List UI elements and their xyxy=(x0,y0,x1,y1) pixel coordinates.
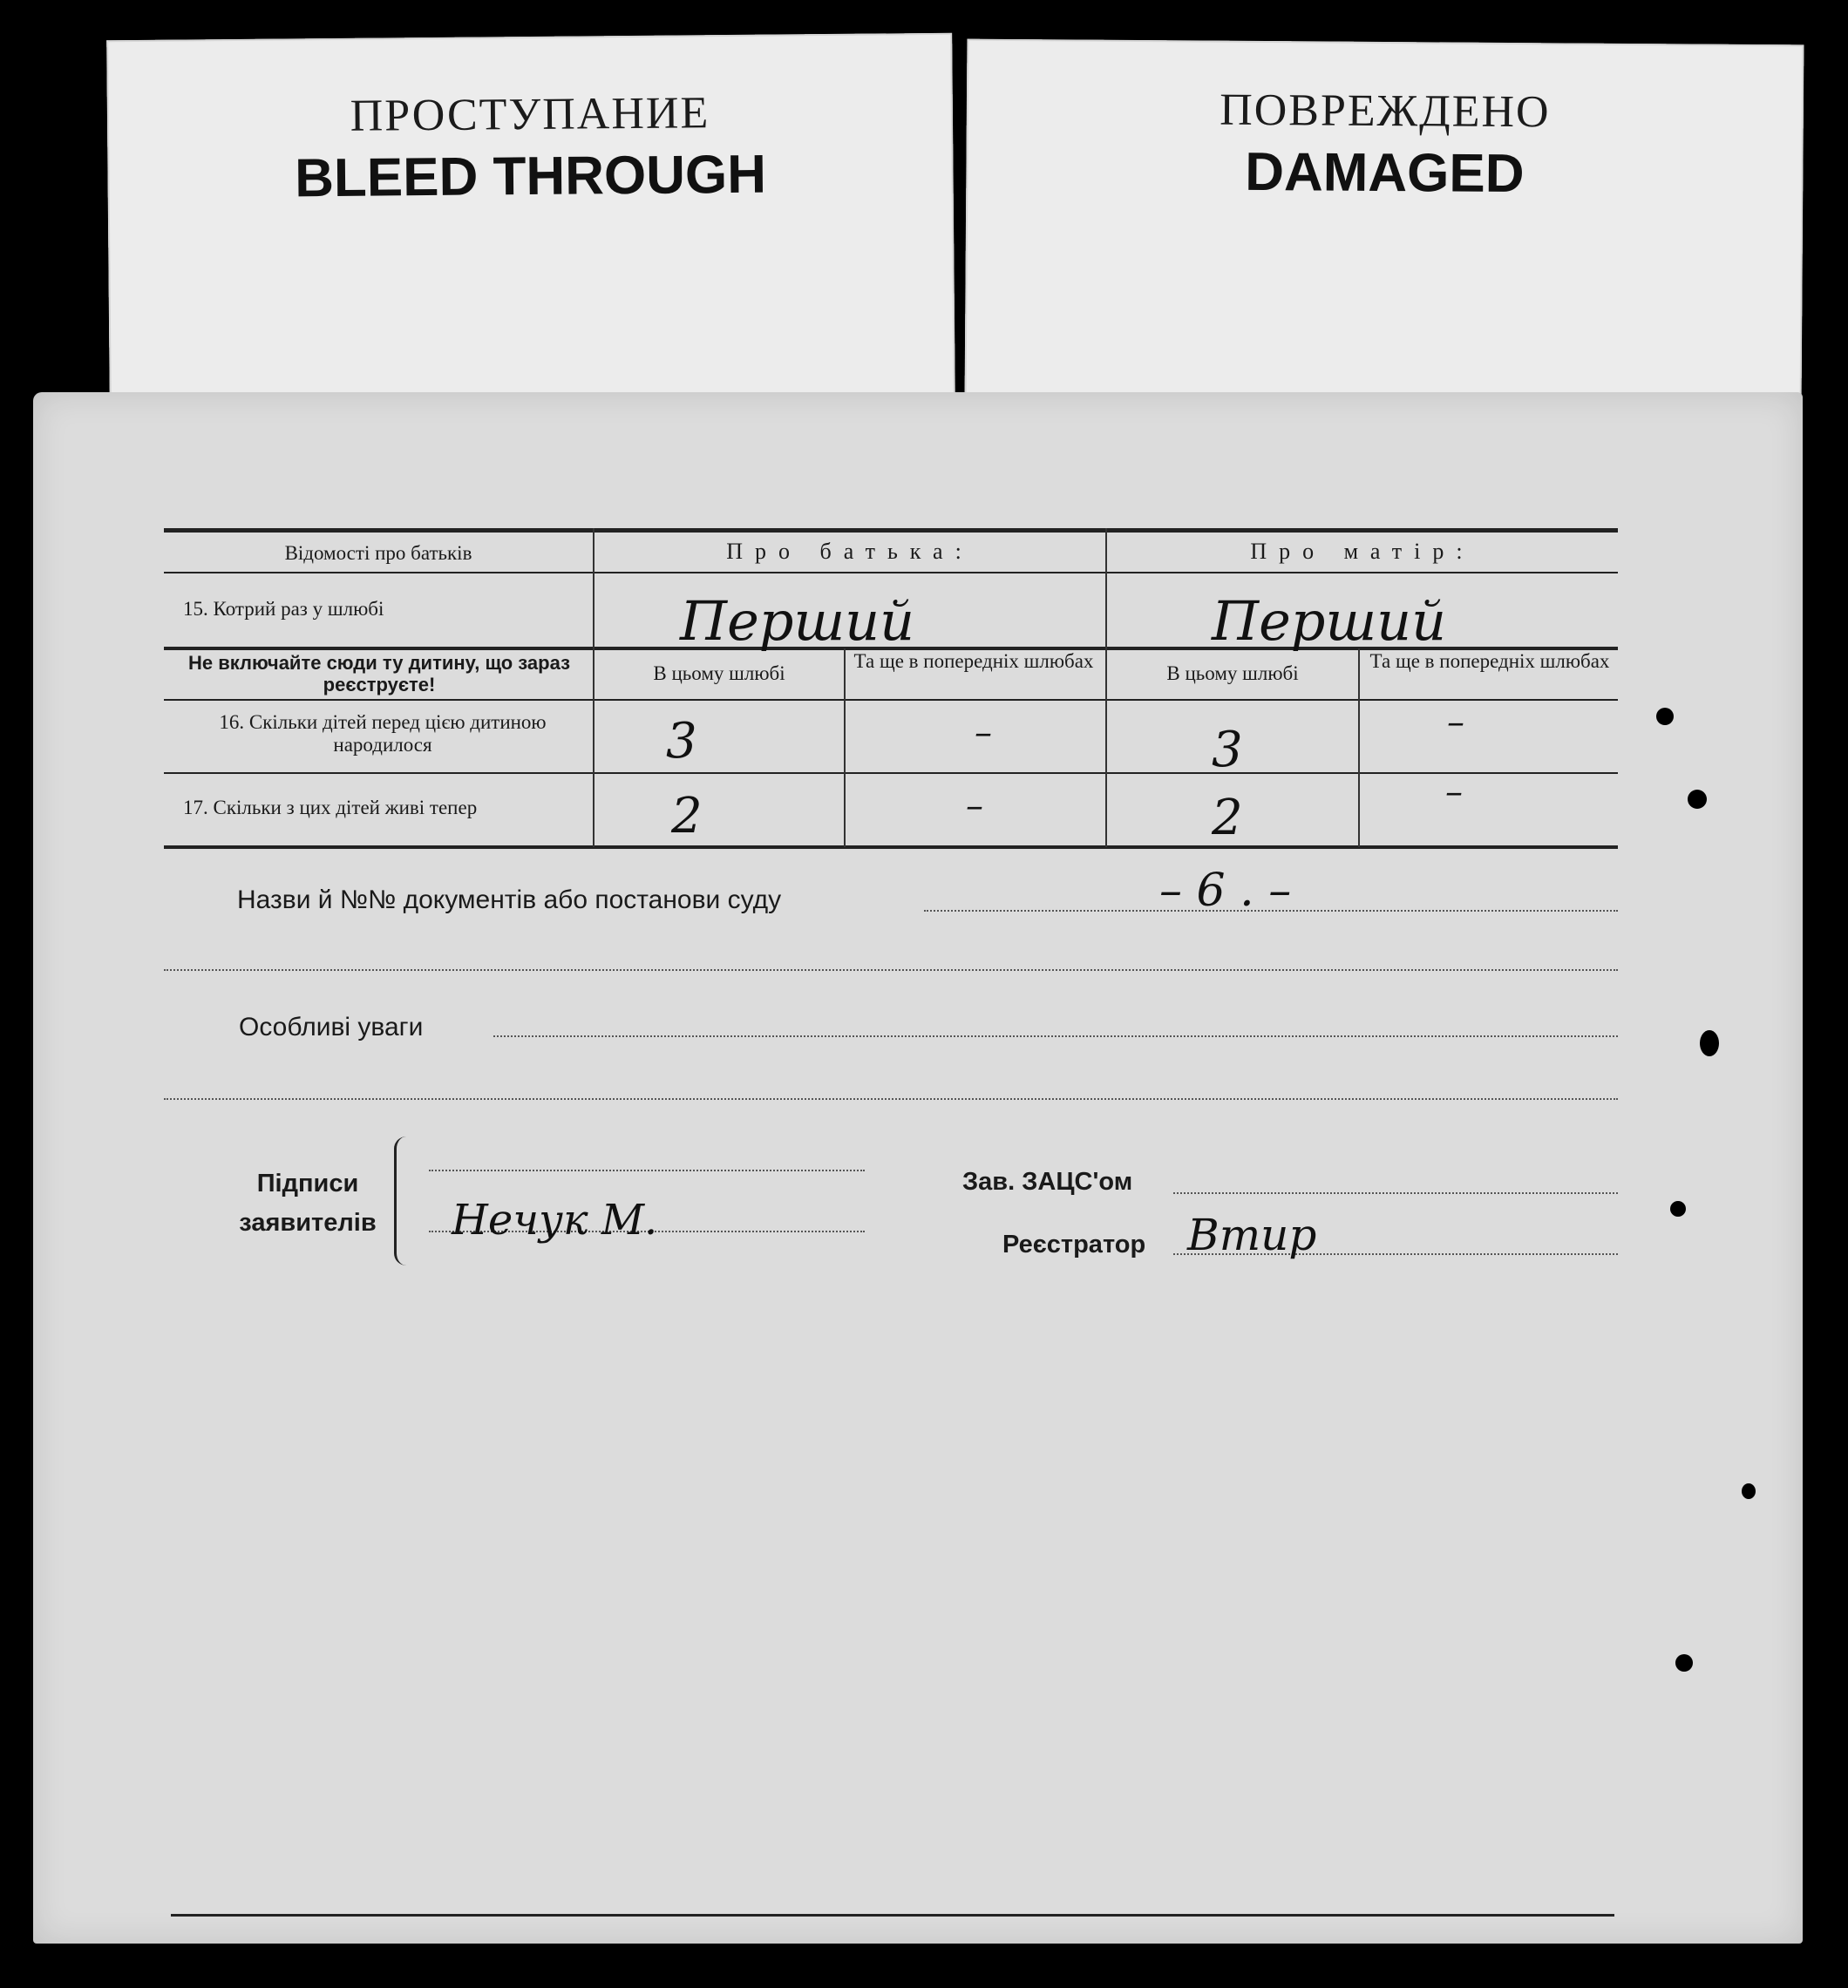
row17-mother-this: 2 xyxy=(1212,790,1243,846)
registrar-signature: Втир xyxy=(1187,1210,1317,1260)
bleed-through-en: BLEED THROUGH xyxy=(294,144,767,209)
notes-line xyxy=(493,1035,1618,1037)
col-divider xyxy=(1105,528,1107,847)
documents-value: – 6 . – xyxy=(1159,865,1292,917)
damaged-en: DAMAGED xyxy=(1244,141,1525,205)
subheader-this-father: В цьому шлюбі xyxy=(653,662,785,684)
header-rule xyxy=(164,572,1618,573)
header-parents: Відомості про батьків xyxy=(284,542,472,564)
col-divider xyxy=(844,648,846,847)
row15-father-value: Перший xyxy=(680,589,915,653)
col-divider xyxy=(593,528,594,847)
subheader-prev-father: Та ще в попередніх шлюбах xyxy=(853,650,1094,672)
row16-mother-this: 3 xyxy=(1212,722,1243,778)
applicants-brace xyxy=(394,1136,414,1265)
table-top-rule xyxy=(164,528,1618,533)
col-divider xyxy=(1358,648,1360,847)
row16-rule xyxy=(164,772,1618,774)
applicant-line-1 xyxy=(429,1170,865,1171)
damaged-card xyxy=(965,39,1804,406)
punch-hole xyxy=(1670,1201,1686,1217)
notes-label: Особливі уваги xyxy=(239,1013,424,1041)
page-bottom-rule xyxy=(171,1914,1614,1917)
row16-label: 16. Скільки дітей перед цією дитиною народилося xyxy=(219,711,547,757)
head-label: Зав. ЗАЦС'ом xyxy=(962,1168,1133,1196)
punch-hole xyxy=(1675,1654,1693,1672)
punch-hole xyxy=(1656,708,1674,725)
row15-label: 15. Котрий раз у шлюбі xyxy=(183,598,384,620)
applicant-signature: Нечук М. xyxy=(452,1196,658,1245)
row16-mother-prev: – xyxy=(1447,702,1464,743)
row16-father-prev: – xyxy=(975,713,992,753)
punch-hole xyxy=(1688,790,1707,809)
registrar-label: Реєстратор xyxy=(1002,1231,1146,1259)
bleed-through-card xyxy=(106,33,955,406)
subheader-note: Не включайте сюди ту дитину, що зараз реєструєте! xyxy=(187,652,571,696)
subheader-rule xyxy=(164,699,1618,701)
documents-label: Назви й №№ документів або постанови суду xyxy=(237,885,782,914)
subheader-this-mother: В цьому шлюбі xyxy=(1166,662,1299,684)
punch-hole xyxy=(1742,1483,1756,1499)
row17-mother-prev: – xyxy=(1445,772,1463,812)
damaged-ru: ПОВРЕЖДЕНО xyxy=(1219,85,1551,138)
row15-mother-value: Перший xyxy=(1212,589,1447,653)
row17-label: 17. Скільки з цих дітей живі тепер xyxy=(183,797,478,818)
table-bottom-rule xyxy=(164,845,1618,849)
punch-hole xyxy=(1700,1030,1719,1056)
row16-father-this: 3 xyxy=(666,713,697,770)
subheader-prev-mother: Та ще в попередніх шлюбах xyxy=(1369,650,1610,672)
notes-line-2 xyxy=(164,1098,1618,1100)
header-mother: Про матір: xyxy=(1250,539,1475,564)
row17-father-this: 2 xyxy=(671,788,703,845)
applicants-label: Підписи заявителів xyxy=(239,1170,377,1237)
documents-line-2 xyxy=(164,969,1618,971)
head-line xyxy=(1173,1192,1618,1194)
header-father: Про батька: xyxy=(726,539,974,564)
bleed-through-ru: ПРОСТУПАНИЕ xyxy=(350,88,710,141)
row17-father-prev: – xyxy=(966,786,983,826)
